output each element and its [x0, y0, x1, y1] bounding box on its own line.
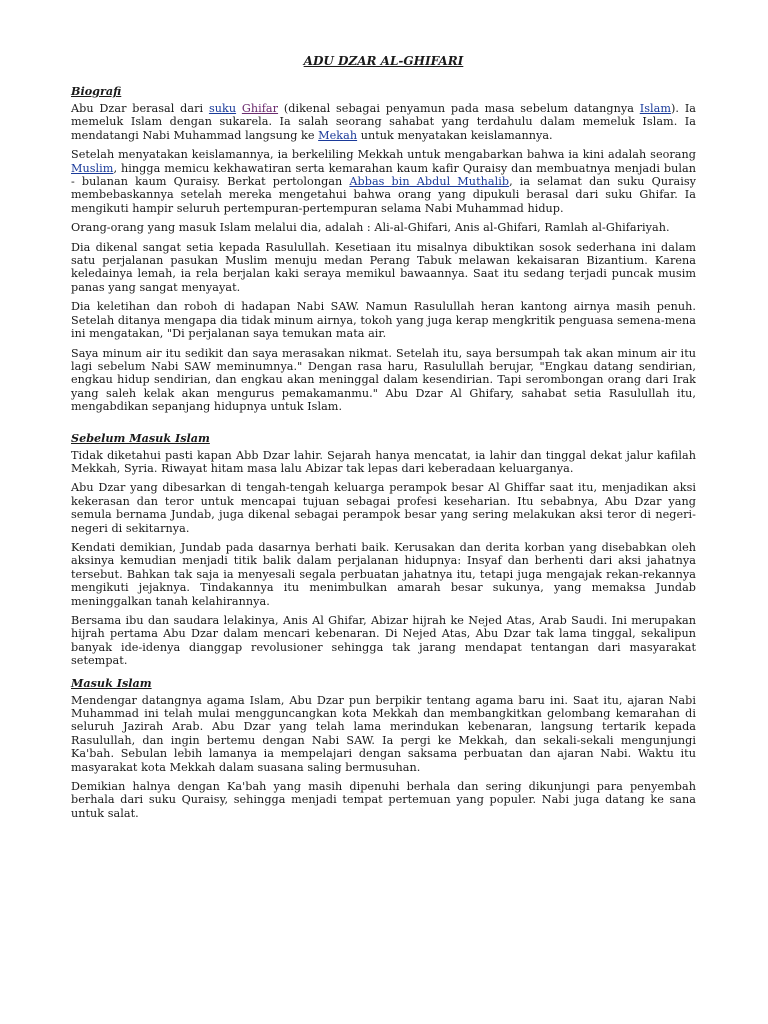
text-run: Kendati demikian, Jundab pada dasarnya berhati baik. Kerusakan dan derita korban yang disebabkan oleh aksinya kemudian menjadi titik balik dalam perjalanan hidupnya: Insyaf dan berhenti dari aksi jahatnya tersebut. Bahkan tak saja ia menyesali segala perbuatan jahatnya itu, tetapi juga mengajak rekan-rekannya mengikuti jejaknya. Tindakannya itu menimbulkan amarah besar sukunya, yang memaksa Jundab meninggalkan tanah kelahirannya.: [71, 540, 696, 608]
paragraph: [71, 481, 696, 535]
paragraph: [71, 221, 696, 234]
paragraph: [71, 241, 696, 295]
paragraph: [71, 541, 696, 608]
text-run: Saya minum air itu sedikit dan saya merasakan nikmat. Setelah itu, saya bersumpah tak akan minum air itu lagi sebelum Nabi SAW meminumnya." Dengan rasa haru, Rasulullah berujar, "Engkau datang sendirian, engkau hidup sendirian, dan engkau akan meninggal dalam kesendirian. Tapi serombongan orang dari Irak yang saleh kelak akan mengurus pemakamanmu." Abu Dzar Al Ghifary, sahabat setia Rasulullah itu, mengabdikan sepanjang hidupnya untuk Islam.: [71, 346, 696, 414]
text-run: Demikian halnya dengan Ka'bah yang masih dipenuhi berhala dan sering dikunjungi para penyembah berhala dari suku Quraisy, sehingga menjadi tempat pertemuan yang populer. Nabi juga datang ke sana untuk salat.: [71, 780, 696, 820]
paragraph: [71, 449, 696, 476]
text-run: Dia dikenal sangat setia kepada Rasulullah. Kesetiaan itu misalnya dibuktikan sosok sederhana ini dalam satu perjalanan pasukan Muslim menuju medan Perang Tabuk melawan kekaisaran Bizantium. Karena keledainya lemah, ia rela berjalan kaki seraya memikul bawaannya. Saat itu sedang terjadi puncak musim panas yang sangat menyayat.: [71, 240, 696, 294]
section-heading-sebelum-masuk-islam: Sebelum Masuk Islam: [71, 430, 210, 445]
text-run: Setelah menyatakan keislamannya, ia berkeliling Mekkah untuk mengabarkan bahwa ia kini adalah seorang: [71, 148, 696, 162]
text-run: Bersama ibu dan saudara lelakinya, Anis Al Ghifar, Abizar hijrah ke Nejed Atas, Arab Saudi. Ini merupakan hijrah pertama Abu Dzar dalam mencari kebenaran. Di Nejed Atas, Abu Dzar tak lama tinggal, sekalipun banyak ide-idenya dianggap revolusioner sehingga tak jarang mendapat tentangan dari masyarakat setempat.: [71, 614, 696, 668]
section-body-biografi: [71, 102, 696, 414]
paragraph: [71, 694, 696, 774]
link-islam[interactable]: Islam: [639, 102, 672, 115]
text-run: Abu Dzar berasal dari: [71, 102, 209, 115]
text-run: ). Ia memeluk Islam dengan sukarela. Ia salah seorang sahabat yang terdahulu dalam memeluk Islam. Ia mendatangi Nabi Muhammad langsung ke: [71, 102, 697, 142]
paragraph: [71, 148, 696, 215]
section-body-masuk-islam: [71, 694, 696, 821]
link-ghifar[interactable]: Ghifar: [241, 102, 279, 115]
section-body-sebelum-masuk-islam: [71, 449, 696, 668]
text-run: Orang-orang yang masuk Islam melalui dia, adalah : Ali-al-Ghifari, Anis al-Ghifari, Ramlah al-Ghifariyah.: [71, 221, 670, 235]
section-sebelum-masuk-islam: [71, 431, 696, 668]
link-suku[interactable]: suku: [208, 102, 237, 115]
text-run: , hingga memicu kekhawatiran serta kemarahan kaum kafir Quraisy dan membuatnya menjadi bulan - bulanan kaum Quraisy. Berkat pertolongan: [71, 161, 696, 189]
link-abbas-bin-abdul-muthalib[interactable]: Abbas bin Abdul Muthalib: [349, 175, 510, 189]
document-title: ADU DZAR AL-GHIFARI: [303, 54, 464, 68]
paragraph: [71, 780, 696, 820]
link-muslim[interactable]: Muslim: [71, 161, 114, 175]
section-heading-biografi: Biografi: [71, 84, 122, 98]
paragraph: [71, 614, 696, 668]
paragraph: [71, 102, 696, 142]
text-run: Dia keletihan dan roboh di hadapan Nabi SAW. Namun Rasulullah heran kantong airnya masih penuh. Setelah ditanya mengapa dia tidak minum airnya, tokoh yang juga kerap mengkritik penguasa semena-mena ini mengatakan, "Di perjalanan saya temukan mata air.: [71, 300, 696, 341]
text-run: Mendengar datangnya agama Islam, Abu Dzar pun berpikir tentang agama baru ini. Saat itu, ajaran Nabi Muhammad ini telah mulai mengguncangkan kota Mekkah dan membangkitkan gelombang kemarahan di seluruh Jazirah Arab. Abu Dzar yang telah lama merindukan kebenaran, langsung tertarik kepada Rasulullah, dan ingin bertemu dengan Nabi SAW. Ia pergi ke Mekkah, dan sekali-sekali mengunjungi Ka'bah. Sebulan lebih lamanya ia mempelajari dengan saksama perbuatan dan ajaran Nabi. Waktu itu masyarakat kota Mekkah dalam suasana saling bermusuhan.: [71, 693, 696, 774]
text-run: , ia selamat dan suku Quraisy membebaskannya setelah mereka mengetahui bahwa orang yang dipukuli berasal dari suku Ghifar. Ia mengikuti hampir seluruh pertempuran-pertempuran selama Nabi Muhammad hidup.: [71, 175, 696, 215]
text-run: (dikenal sebagai penyamun pada masa sebelum datangnya: [278, 102, 640, 115]
paragraph: [71, 347, 696, 414]
paragraph: [71, 300, 696, 340]
text-run: Abu Dzar yang dibesarkan di tengah-tengah keluarga perampok besar Al Ghiffar saat itu, menjadikan aksi kekerasan dan teror untuk mencapai tujuan sebagai profesi keseharian. Itu sebabnya, Abu Dzar yang semula bernama Jundab, juga dikenal sebagai perampok besar yang sering melakukan aksi teror di negeri-negeri di sekitarnya.: [71, 481, 696, 535]
text-run: untuk menyatakan keislamannya.: [357, 128, 553, 142]
text-run: Tidak diketahui pasti kapan Abb Dzar lahir. Sejarah hanya mencatat, ia lahir dan tinggal dekat jalur kafilah Mekkah, Syria. Riwayat hitam masa lalu Abizar tak lepas dari keberadaan keluarganya.: [71, 448, 696, 475]
link-mekah[interactable]: Mekah: [318, 128, 358, 142]
section-biografi: [71, 84, 696, 414]
section-heading-masuk-islam: Masuk Islam: [71, 675, 152, 690]
section-masuk-islam: [71, 676, 696, 821]
